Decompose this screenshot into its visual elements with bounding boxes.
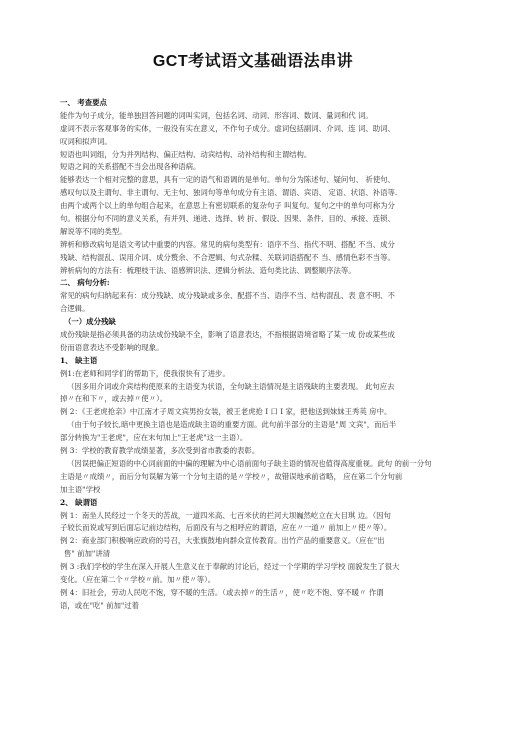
text-line: 短语之间的关系搭配不当会出现各种语病。 bbox=[60, 162, 201, 172]
text-line: 2、 缺谓语 bbox=[60, 497, 98, 507]
text-line: 1、 缺主语 bbox=[60, 355, 98, 365]
title-latin: GCT bbox=[152, 53, 189, 70]
text-line: 份而语意表达不受影响的现象。 bbox=[60, 342, 164, 352]
text-line: 例 2：商业部门积极响应政府的号召，大张旗鼓地向群众宣传教育。出竹产品的重要意义。（应在"出 bbox=[60, 536, 385, 546]
page-title bbox=[0, 48, 506, 71]
text-line: 一、 考查要点 bbox=[60, 98, 107, 107]
text-line: 掉〃在和下〃，或去掉〃使〃）。 bbox=[60, 394, 168, 404]
text-line: 加主语"学校 bbox=[60, 484, 101, 494]
text-line: 例1:在老师和同学们的帮助下，使我很快有了进步。 bbox=[60, 368, 230, 378]
text-line: 售" 前加"讲清 bbox=[64, 549, 111, 559]
text-line: （因多用介词或介宾结构使原来的主语变为状语，全句缺主语情况是主语残缺的主要表现。 此句应去 bbox=[67, 381, 395, 391]
title-rest: 考试语文基础语法串讲 bbox=[188, 51, 354, 70]
text-line: 常见的病句归纳起来有：成分残缺、成分残缺或多余、配搭不当、语序不当、结构混乱、表 意不明、不 bbox=[60, 291, 395, 301]
text-line: （因误把偏正短语的中心词前面的中偏的理解为中心语前面句子缺主语的情况也值得高度重视。此句 的前一分句 bbox=[67, 458, 432, 468]
text-line: 例 2：《王老虎抢亲》中江南才子周文宾男扮女装，被王老虎抢 Ⅰ 口 Ⅰ 家，把他送到妹妹王秀英 房中。 bbox=[60, 407, 392, 417]
text-line: 虚词不表示客观事务的实体，一般没有实在意义，不作句子成分。虚词包括副词、介词、连 词、助词、 bbox=[60, 123, 395, 133]
text-line: 变化。（应在第二个〃学校〃前。加〃使〃等）。 bbox=[60, 574, 216, 584]
text-line: 感叹句以及主谓句、非主谓句、无主句、独词句等单句成分有主语、谓语、宾语、 定语、状语、补语等. bbox=[60, 188, 398, 198]
text-line: 合逻辑。 bbox=[60, 304, 90, 314]
text-line: 辨析和修改病句是语文考试中重要的内容。常见的病句类型有：语序不当、指代不明、搭配 不当、成分 bbox=[60, 239, 395, 249]
text-line: 由两个或两个以上的单句组合起来，在意思上有密切联系的复杂句子 叫复句。复句之中的单句可称为分 bbox=[60, 201, 395, 211]
text-line: 例 4：旧社会，劳动人民吃不饱，穿不暖的生活。（或去掉〃的生活〃，使〃吃不饱、穿不暖〃 作谓 bbox=[60, 587, 384, 597]
text-line: 子较长而说或写到后面忘记前边结构，后面没有与之相呼应的谓语，应在〃一道〃 前加上〃使〃等）。 bbox=[60, 523, 392, 533]
text-line: 能作为句子成分，能单独回答问题的词叫实词，包括名词、动词、形容词、数词、量词和代 词。 bbox=[60, 110, 373, 120]
text-line: 解说等不同的类型。 bbox=[60, 226, 127, 236]
text-line: （一）成分残缺 bbox=[64, 317, 116, 327]
text-line: 例 3 :我们学校的学生在深入开展人生意义在于奉献的讨论后，经过一个学期的学习学校 面貌发生了很大 bbox=[60, 562, 400, 572]
text-line: 成份残缺是指必须具备的功法成份残缺不全，影响了语意表达，不指根据语境省略了某一成 份或某些成 bbox=[60, 330, 395, 340]
text-line: 能够表达一个相对完整的意思，具有一定的语气和语调的是单句。单句分为陈述句、疑问句、 祈使句、 bbox=[60, 175, 395, 185]
text-line: 部分转换为"王老虎"，应在末句加上"王老虎"这一主语）。 bbox=[60, 433, 248, 443]
text-line: 短语也叫词组，分为并列结构、偏正结构、动宾结构、动补结构和主谓结构。 bbox=[60, 149, 312, 159]
text-line: 主语是〃成绩〃，而后分句误解为第一个分句主语的是〃学校〃，故错误地承前省略， 应在第二个分句前 bbox=[60, 471, 403, 481]
text-line: 例 1：南坐人民经过一个冬天的苦战，一道四米高、七百米伏的拦河大坝巍然屹立在大目琪 边。（因句 bbox=[60, 510, 391, 520]
text-line: 叹词和拟声词。 bbox=[60, 136, 112, 146]
text-line: 例 3：学校的教育教学成绩显著，多次受到省市教委的表彰。 bbox=[60, 446, 260, 456]
text-line: 语，或在"吃" 前加"过着 bbox=[60, 600, 140, 610]
text-line: 句。根据分句不同的意义关系，有并列、递进、选择、转 折、假设、因果、条件、目的、承接、连锁、 bbox=[60, 214, 395, 224]
text-line: 辨析病句的方法有：梳理枝干法、语感辨识法、逻辑分析法、造句类比法、调整顺序法等。 bbox=[60, 265, 356, 275]
text-line: （由于句子较长,暗中更换主语也是造成缺主语的重要方面。此句前半部分的主语是"周 文宾"，而后半 bbox=[67, 420, 397, 430]
document-body bbox=[60, 97, 460, 613]
text-line: 二、 病句分析: bbox=[60, 278, 110, 288]
text-line: 残缺、结构混乱、误用介词、成分赘余、不合逻辑、句式杂糅、关联词语搭配不 当、感情色彩不当等。 bbox=[60, 252, 395, 262]
